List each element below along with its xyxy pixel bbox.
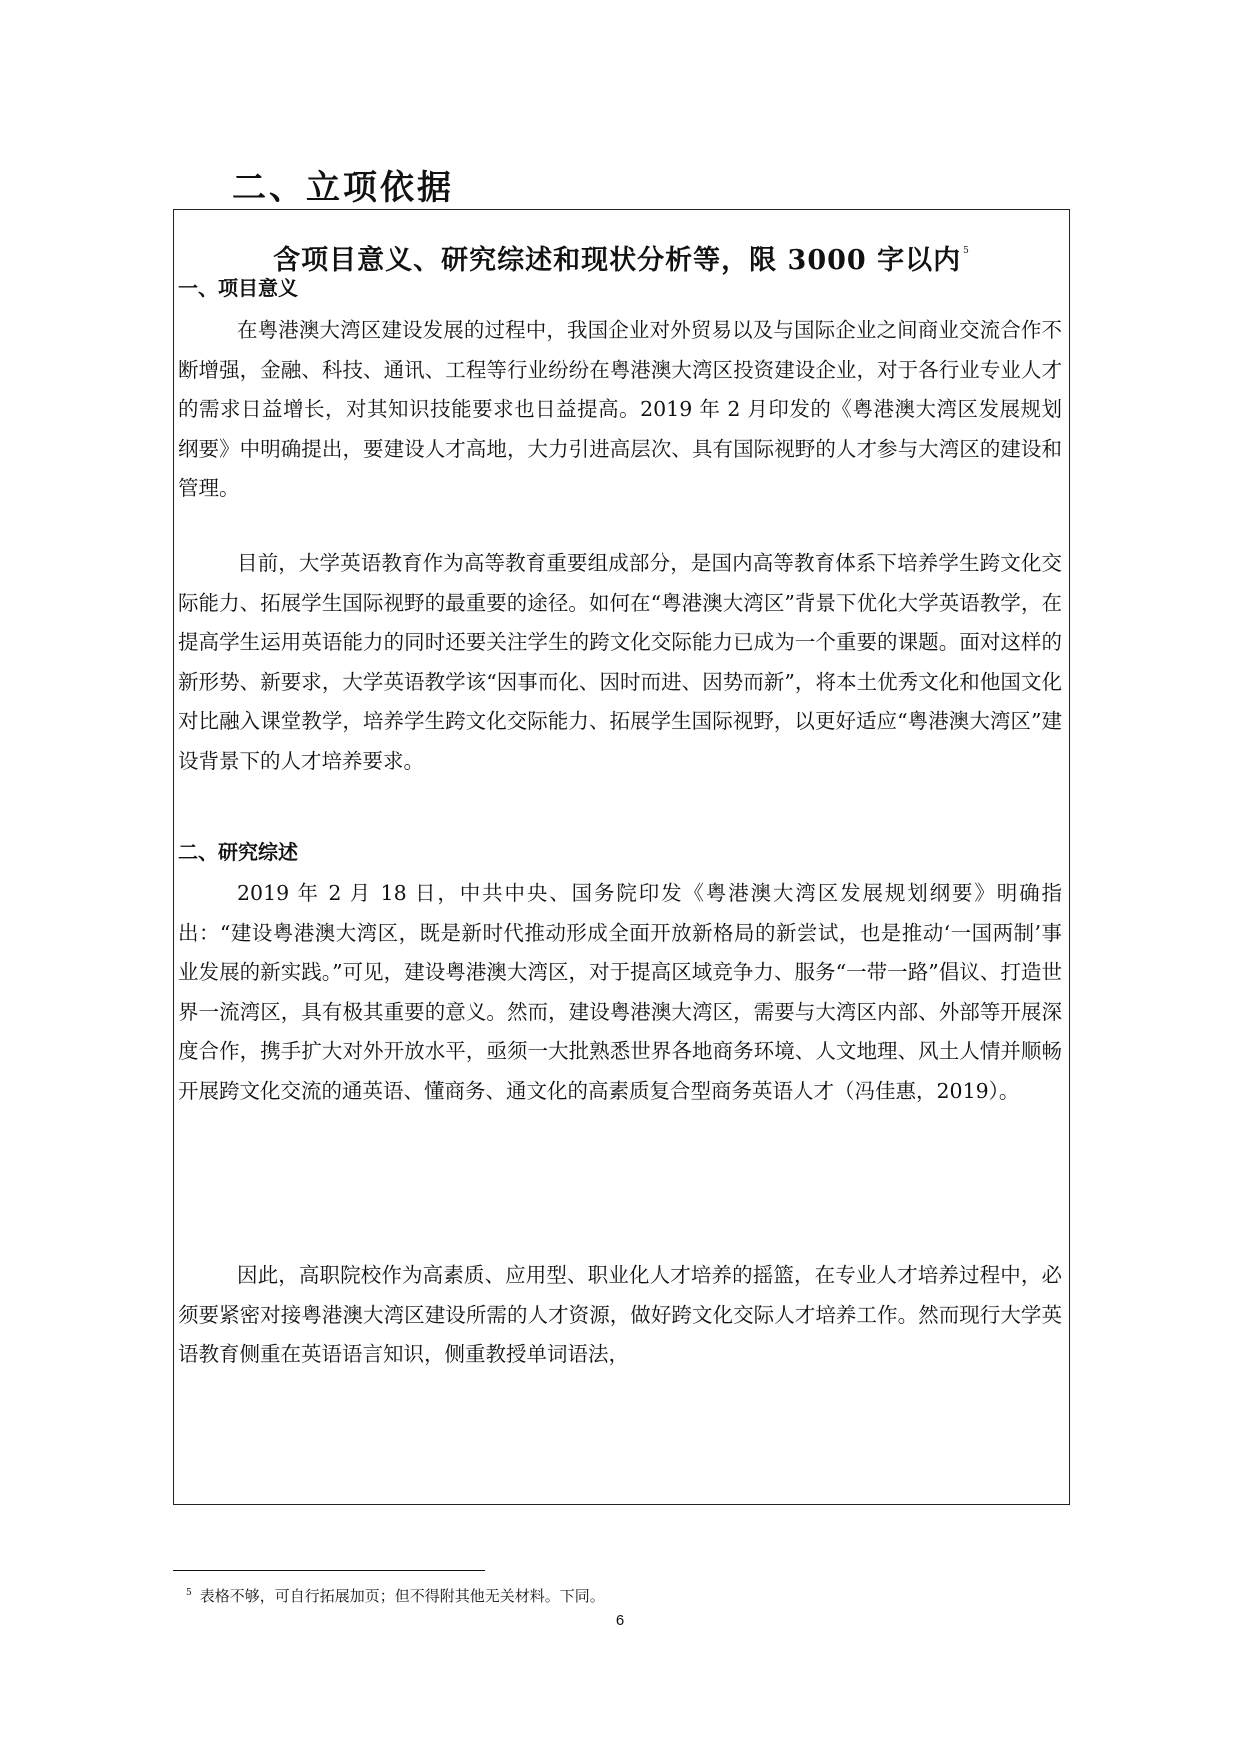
paragraph-review-2: 因此，高职院校作为高素质、应用型、职业化人才培养的摇篮，在专业人才培养过程中，必须要紧密对接粤港澳大湾区建设所需的人才资源，做好跨文化交际人才培养工作。然而现行大学英语教育侧重在英语语言知识，侧重教授单词语法， xyxy=(178,1263,1062,1366)
content-box xyxy=(173,209,1070,1505)
page-number: 6 xyxy=(615,1612,625,1629)
box-caption xyxy=(174,238,1069,277)
subsection-heading-significance: 一、项目意义 xyxy=(178,276,298,300)
footnote-reference: 5 xyxy=(963,246,970,256)
paragraph-review-1: 2019 年 2 月 18 日，中共中央、国务院印发《粤港澳大湾区发展规划纲要》明确指出：“建设粤港澳大湾区，既是新时代推动形成全面开放新格局的新尝试，也是推动‘一国两制’事业发展的新实践。”可见，建设粤港澳大湾区，对于提高区域竞争力、服务“一带一路”倡议、打造世界一流湾区，具有极其重要的意义。然而，建设粤港澳大湾区，需要与大湾区内部、外部等开展深度合作，携手扩大对外开放水平，亟须一大批熟悉世界各地商务环境、人文地理、风土人情并顺畅开展跨文化交流的通英语、懂商务、通文化的高素质复合型商务英语人才（冯佳惠，2019）。 xyxy=(178,881,1062,1103)
box-caption-text: 含项目意义、研究综述和现状分析等，限 3000 字以内 xyxy=(273,245,962,276)
section-title: 二、立项依据 xyxy=(232,168,454,208)
paragraph-significance-2: 目前，大学英语教育作为高等教育重要组成部分，是国内高等教育体系下培养学生跨文化交际能力、拓展学生国际视野的最重要的途径。如何在“粤港澳大湾区”背景下优化大学英语教学，在提高学生运用英语能力的同时还要关注学生的跨文化交际能力已成为一个重要的课题。面对这样的新形势、新要求，大学英语教学该“因事而化、因时而进、因势而新”，将本土优秀文化和他国文化对比融入课堂教学，培养学生跨文化交际能力、拓展学生国际视野，以更好适应“粤港澳大湾区”建设背景下的人才培养要求。 xyxy=(178,551,1062,773)
footnote xyxy=(186,1585,605,1606)
paragraph-significance-1: 在粤港澳大湾区建设发展的过程中，我国企业对外贸易以及与国际企业之间商业交流合作不断增强，金融、科技、通讯、工程等行业纷纷在粤港澳大湾区投资建设企业，对于各行业专业人才的需求日益增长，对其知识技能要求也日益提高。2019 年 2 月印发的《粤港澳大湾区发展规划纲要》中明确提出，要建设人才高地，大力引进高层次、具有国际视野的人才参与大湾区的建设和管理。 xyxy=(178,318,1062,500)
footnote-mark: 5 xyxy=(186,1588,192,1598)
footnote-divider xyxy=(173,1570,485,1571)
subsection-heading-review: 二、研究综述 xyxy=(178,840,298,864)
footnote-text: 表格不够，可自行拓展加页；但不得附其他无关材料。下同。 xyxy=(199,1587,605,1605)
